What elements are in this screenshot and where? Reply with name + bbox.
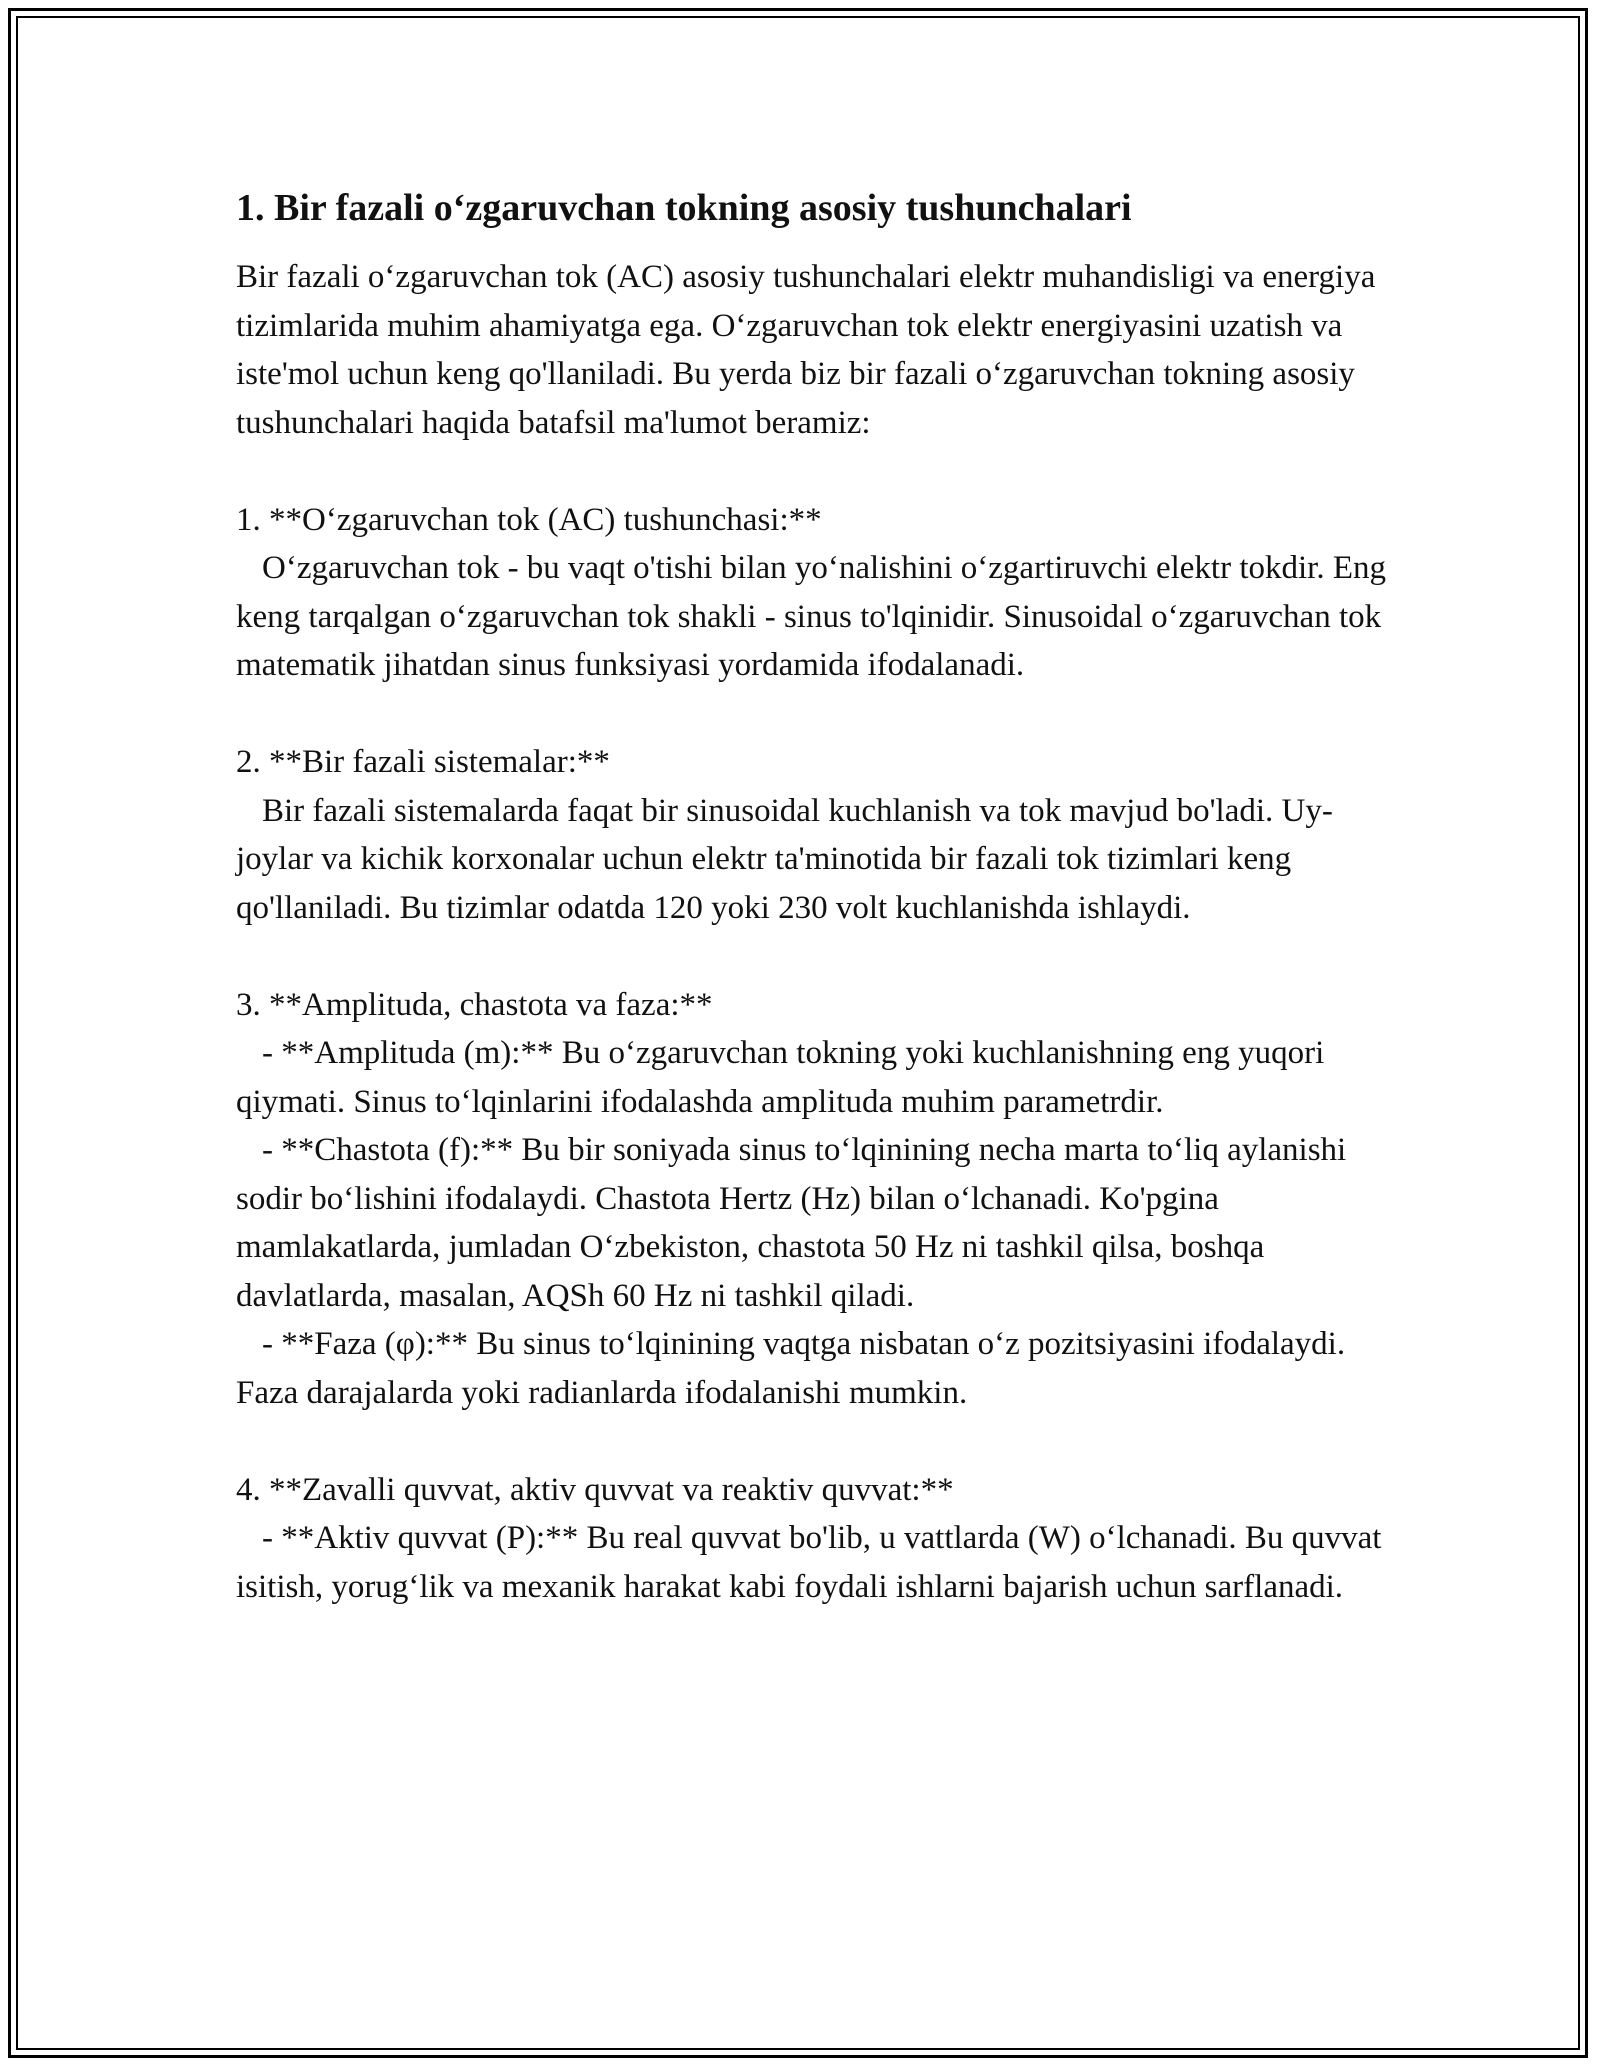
- list-item-text: - **Amplituda (m):** Bu o‘zgaruvchan tokning yoki kuchlanishning eng yuqori qiymati. Sinus to‘lqinlarini ifodalashda amplituda muhim parametrdir.: [236, 1035, 1333, 1120]
- section-body-text: Bir fazali sistemalarda faqat bir sinusoidal kuchlanish va tok mavjud bo'ladi. Uy-joylar va kichik korxonalar uchun elektr ta'minotida bir fazali tok tizimlari keng qo'llaniladi. Bu tizimlar odatda 120 yoki 230 volt kuchlanishda ishlaydi.: [236, 792, 1333, 926]
- spacer: [236, 690, 1386, 739]
- list-item-amplitude: [236, 1029, 1386, 1126]
- document-body: [236, 185, 1395, 1611]
- spacer: [236, 447, 1386, 496]
- section-heading-ac-concept: 1. **O‘zgaruvchan tok (AC) tushunchasi:**: [236, 501, 822, 538]
- spacer: [236, 932, 1386, 981]
- list-item-frequency: [236, 1126, 1386, 1320]
- section-heading-amplitude-frequency-phase: 3. **Amplituda, chastota va faza:**: [236, 986, 713, 1023]
- list-item-text: - **Aktiv quvvat (P):** Bu real quvvat bo'lib, u vattlarda (W) o‘lchanadi. Bu quvvat isitish, yorug‘lik va mexanik harakat kabi foydali ishlarni bajarish uchun sarflanadi.: [236, 1520, 1390, 1605]
- section-heading-single-phase: 2. **Bir fazali sistemalar:**: [236, 744, 610, 780]
- section-body-single-phase: [236, 787, 1386, 933]
- document-title: 1. Bir fazali o‘zgaruvchan tokning asosiy tushunchalari: [236, 187, 1132, 229]
- spacer: [236, 1417, 1386, 1466]
- section-body-text: O‘zgaruvchan tok - bu vaqt o'tishi bilan yo‘nalishini o‘zgartiruvchi elektr tokdir. Eng keng tarqalgan o‘zgaruvchan tok shakli - sinus to'lqinidir. Sinusoidal o‘zgaruvchan tok matematik jihatdan sinus funksiyasi yordamida ifodalanadi.: [236, 550, 1395, 683]
- list-item-active-power: [236, 1514, 1390, 1611]
- section-body-ac-concept: [236, 544, 1395, 690]
- list-item-text: - **Chastota (f):** Bu bir soniyada sinus to‘lqinining necha marta to‘liq aylanishi sodir bo‘lishini ifodalaydi. Chastota Hertz (Hz) bilan o‘lchanadi. Ko'pgina mamlakatlarda, jumladan O‘zbekiston, chastota 50 Hz ni tashkil qilsa, boshqa davlatlarda, masalan, AQSh 60 Hz ni tashkil qiladi.: [236, 1132, 1355, 1314]
- intro-paragraph: Bir fazali o‘zgaruvchan tok (AC) asosiy tushunchalari elektr muhandisligi va energiya tizimlarida muhim ahamiyatga ega. O‘zgaruvchan tok elektr energiyasini uzatish va iste'mol uchun keng qo'llaniladi. Bu yerda biz bir fazali o‘zgaruvchan tokning asosiy tushunchalari haqida batafsil ma'lumot beramiz:: [236, 259, 1384, 441]
- list-item-phase: [236, 1320, 1386, 1417]
- list-item-text: - **Faza (φ):** Bu sinus to‘lqinining vaqtga nisbatan o‘z pozitsiyasini ifodalaydi. Faza darajalarda yoki radianlarda ifodalanishi mumkin.: [236, 1326, 1354, 1411]
- section-heading-power: 4. **Zavalli quvvat, aktiv quvvat va reaktiv quvvat:**: [236, 1471, 954, 1508]
